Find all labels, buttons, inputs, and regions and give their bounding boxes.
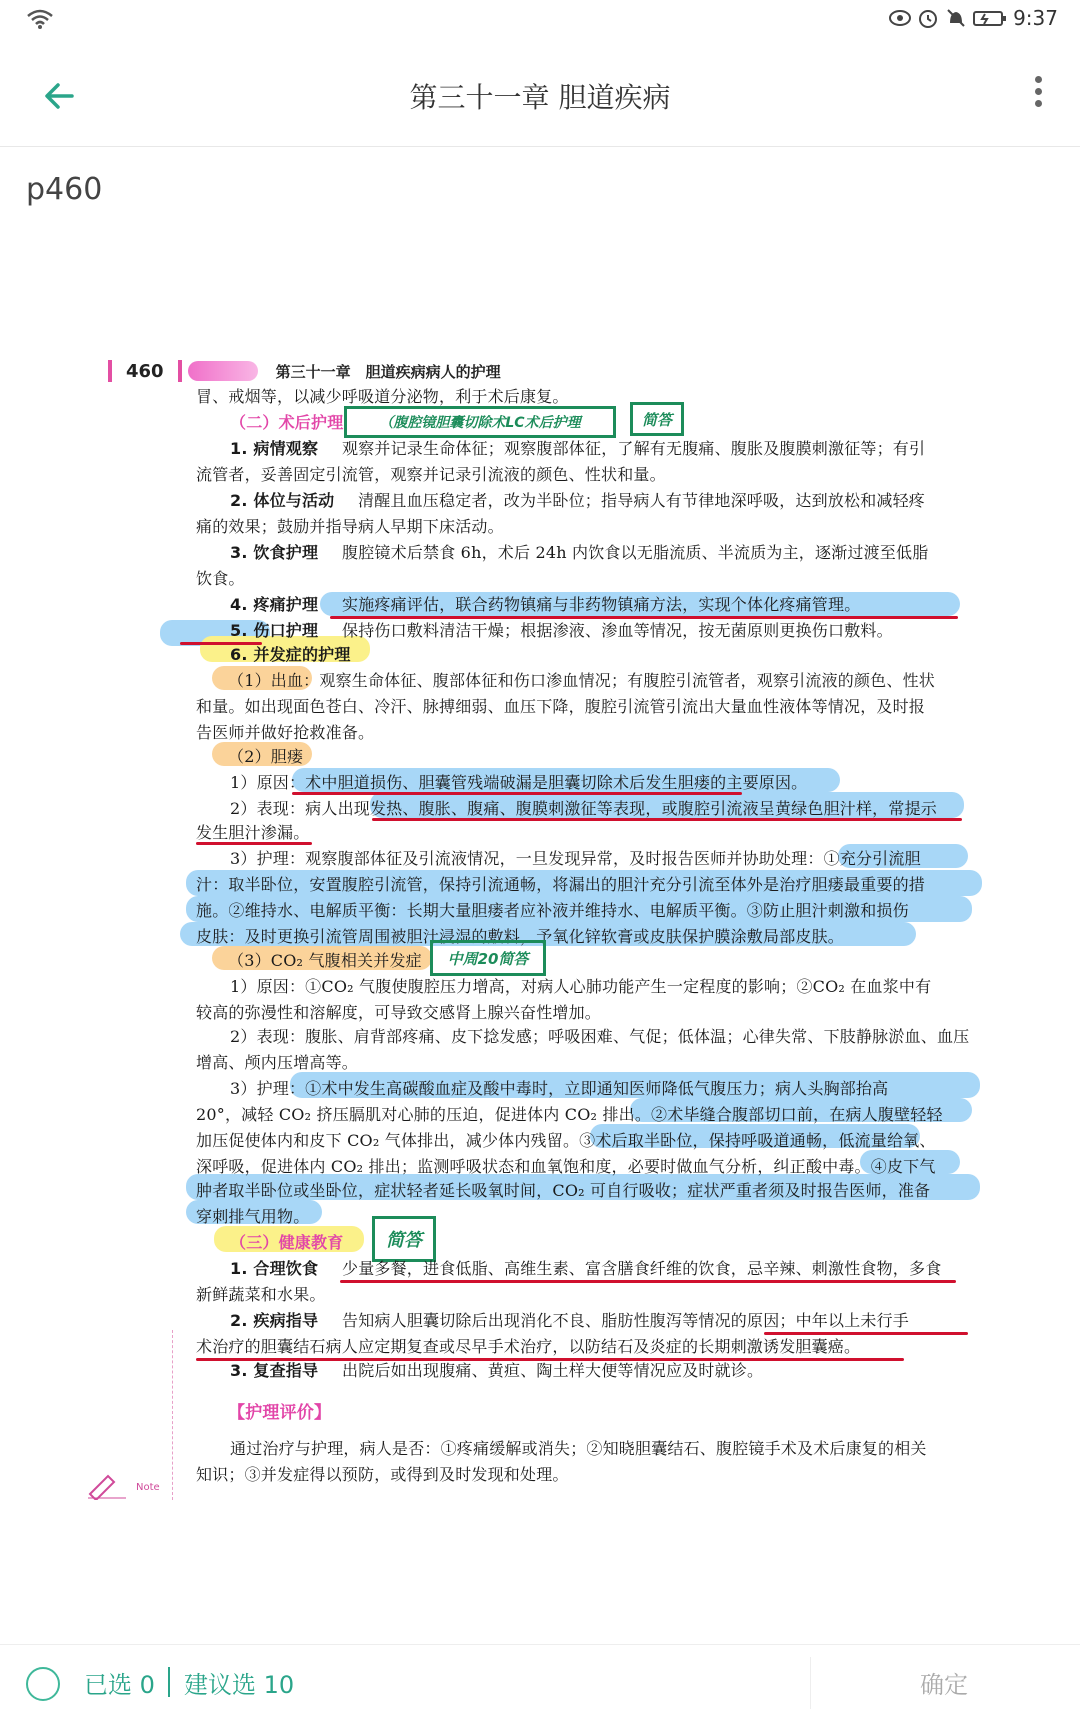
note-icon [86, 1470, 176, 1510]
doc-line: 冒、戒烟等，以减少呼吸道分泌物，利于术后康复。 [196, 387, 569, 406]
doc-line: 1）原因：①CO₂ 气腹使腹腔压力增高，对病人心肺功能产生一定程度的影响；②CO₂ 在血浆中有 [230, 977, 932, 996]
doc-heading: （三）健康教育 [230, 1233, 344, 1252]
doc-line: 腹腔镜术后禁食 6h，术后 24h 内饮食以无脂流质、半流质为主，逐渐过渡至低脂 [342, 543, 929, 562]
doc-subheading: 2. 疾病指导 [230, 1311, 319, 1330]
document-page [0, 340, 1080, 1640]
selected-count: 已选 0 [84, 1671, 155, 1699]
alarm-icon [917, 7, 939, 29]
handwritten-note: （腹腔镜胆囊切除术LC术后护理 [344, 406, 616, 438]
mute-icon [945, 7, 967, 29]
doc-subheading: 1. 合理饮食 [230, 1259, 319, 1278]
page-number: 460 [126, 360, 164, 382]
doc-subheading: 4. 疼痛护理 [230, 595, 319, 614]
doc-line: （2）胆瘘 [228, 747, 304, 766]
doc-subheading: 2. 体位与活动 [230, 491, 335, 510]
running-header [108, 360, 501, 382]
doc-line: 通过治疗与护理，病人是否：①疼痛缓解或消失；②知晓胆囊结石、腹腔镜手术及术后康复的相关 [230, 1439, 927, 1458]
chapter-title: 第三十一章 胆道疾病病人的护理 [275, 362, 501, 381]
handwritten-note: 中周20简答 [430, 940, 546, 976]
clock: 9:37 [1013, 6, 1058, 30]
doc-line: 较高的弥漫性和溶解度，可导致交感肾上腺兴奋性增加。 [196, 1003, 602, 1022]
confirm-button[interactable]: 确定 [920, 1671, 968, 1699]
doc-line: 1）原因：术中胆道损伤、胆囊管残端破漏是胆囊切除术后发生胆瘘的主要原因。 [230, 773, 808, 792]
doc-line: 流管者，妥善固定引流管，观察并记录引流液的颜色、性状和量。 [196, 465, 666, 484]
doc-line: 新鲜蔬菜和水果。 [196, 1285, 326, 1304]
doc-line: 增高、颅内压增高等。 [196, 1053, 359, 1072]
doc-line: 肿者取半卧位或坐卧位，症状轻者延长吸氧时间，CO₂ 可自行吸收；症状严重者须及时报告医师，准备 [196, 1181, 931, 1200]
note-label: Note [136, 1482, 160, 1493]
status-bar [0, 0, 1080, 44]
doc-subheading: 6. 并发症的护理 [230, 645, 351, 664]
bottom-bar [0, 1644, 1080, 1729]
battery-icon [973, 7, 1007, 29]
doc-line: 加压促使体内和皮下 CO₂ 气体排出，减少体内残留。③术后取半卧位，保持呼吸道通畅，低流量给氧、 [196, 1131, 936, 1150]
doc-line: 术治疗的胆囊结石病人应定期复查或尽早手术治疗，以防结石及炎症的长期刺激诱发胆囊癌。 [196, 1337, 861, 1356]
doc-line: 2）表现：病人出现发热、腹胀、腹痛、腹膜刺激征等表现，或腹腔引流液呈黄绿色胆汁样，常提示 [230, 799, 937, 818]
doc-line: （1）出血：观察生命体征、腹部体征和伤口渗血情况；有腹腔引流管者，观察引流液的颜色、性状 [228, 671, 935, 690]
doc-subheading: 3. 饮食护理 [230, 543, 319, 562]
doc-line: 20°，减轻 CO₂ 挤压膈肌对心肺的压迫，促进体内 CO₂ 排出。②术毕缝合腹部切口前，在病人腹壁轻轻 [196, 1105, 943, 1124]
wifi-icon [26, 8, 54, 30]
doc-line: 深呼吸，促进体内 CO₂ 排出；监测呼吸状态和血氧饱和度，必要时做血气分析，纠正酸中毒。④皮下气 [196, 1157, 936, 1176]
doc-heading: 【护理评价】 [228, 1403, 332, 1423]
doc-subheading: 1. 病情观察 [230, 439, 319, 458]
doc-line: 实施疼痛评估，联合药物镇痛与非药物镇痛方法，实现个体化疼痛管理。 [342, 595, 861, 614]
app-header [0, 44, 1080, 147]
handwritten-note: 简答 [372, 1216, 436, 1262]
doc-line: 少量多餐，进食低脂、高维生素、富含膳食纤维的饮食，忌辛辣、刺激性食物，多食 [342, 1259, 942, 1278]
doc-line: 告知病人胆囊切除后出现消化不良、脂肪性腹泻等情况的原因；中年以上未行手 [342, 1311, 910, 1330]
doc-line: 穿刺排气用物。 [196, 1207, 310, 1226]
doc-line: 饮食。 [196, 569, 245, 588]
doc-line: 告医师并做好抢救准备。 [196, 723, 375, 742]
doc-line: （3）CO₂ 气腹相关并发症 [228, 951, 422, 970]
select-all-radio[interactable] [26, 1667, 60, 1701]
doc-line: 3）护理：观察腹部体征及引流液情况，一旦发现异常，及时报告医师并协助处理：①充分引流胆 [230, 849, 921, 868]
doc-heading: （二）术后护理 [230, 413, 344, 432]
doc-line: 汁：取半卧位，安置腹腔引流管，保持引流通畅，将漏出的胆汁充分引流至体外是治疗胆瘘最重要的措 [196, 875, 926, 894]
suggested-count: 建议选 10 [184, 1671, 295, 1699]
doc-line: 2）表现：腹胀、肩背部疼痛、皮下捻发感；呼吸困难、气促；低体温；心律失常、下肢静脉淤血、血压 [230, 1027, 970, 1046]
doc-line: 清醒且血压稳定者，改为半卧位；指导病人有节律地深呼吸，达到放松和减轻疼 [358, 491, 926, 510]
doc-line: 出院后如出现腹痛、黄疸、陶土样大便等情况应及时就诊。 [342, 1361, 764, 1380]
doc-line: 3）护理：①术中发生高碳酸血症及酸中毒时，立即通知医师降低气腹压力；病人头胸部抬高 [230, 1079, 889, 1098]
doc-subheading: 5. 伤口护理 [230, 621, 319, 640]
doc-line: 和量。如出现面色苍白、冷汗、脉搏细弱、血压下降，腹腔引流管引流出大量血性液体等情况，及时报 [196, 697, 926, 716]
handwritten-note: 简答 [630, 402, 684, 436]
eye-icon [889, 7, 911, 29]
doc-line: 保持伤口敷料清洁干燥；根据渗液、渗血等情况，按无菌原则更换伤口敷料。 [342, 621, 893, 640]
page-label: p460 [26, 172, 103, 207]
doc-subheading: 3. 复查指导 [230, 1361, 319, 1380]
doc-line: 发生胆汁渗漏。 [196, 823, 310, 842]
page-title: 第三十一章 胆道疾病 [409, 81, 671, 114]
doc-line: 痛的效果；鼓励并指导病人早期下床活动。 [196, 517, 504, 536]
doc-line: 知识；③并发症得以预防，或得到及时发现和处理。 [196, 1465, 569, 1484]
more-menu-icon[interactable] [1026, 72, 1050, 120]
doc-line: 施。②维持水、电解质平衡：长期大量胆瘘者应补液并维持水、电解质平衡。③防止胆汁刺激和损伤 [196, 901, 909, 920]
doc-line: 皮肤：及时更换引流管周围被胆汁浸湿的敷料，予氧化锌软膏或皮肤保护膜涂敷局部皮肤。 [196, 927, 845, 946]
doc-line: 观察并记录生命体征；观察腹部体征，了解有无腹痛、腹胀及腹膜刺激征等；有引 [342, 439, 926, 458]
